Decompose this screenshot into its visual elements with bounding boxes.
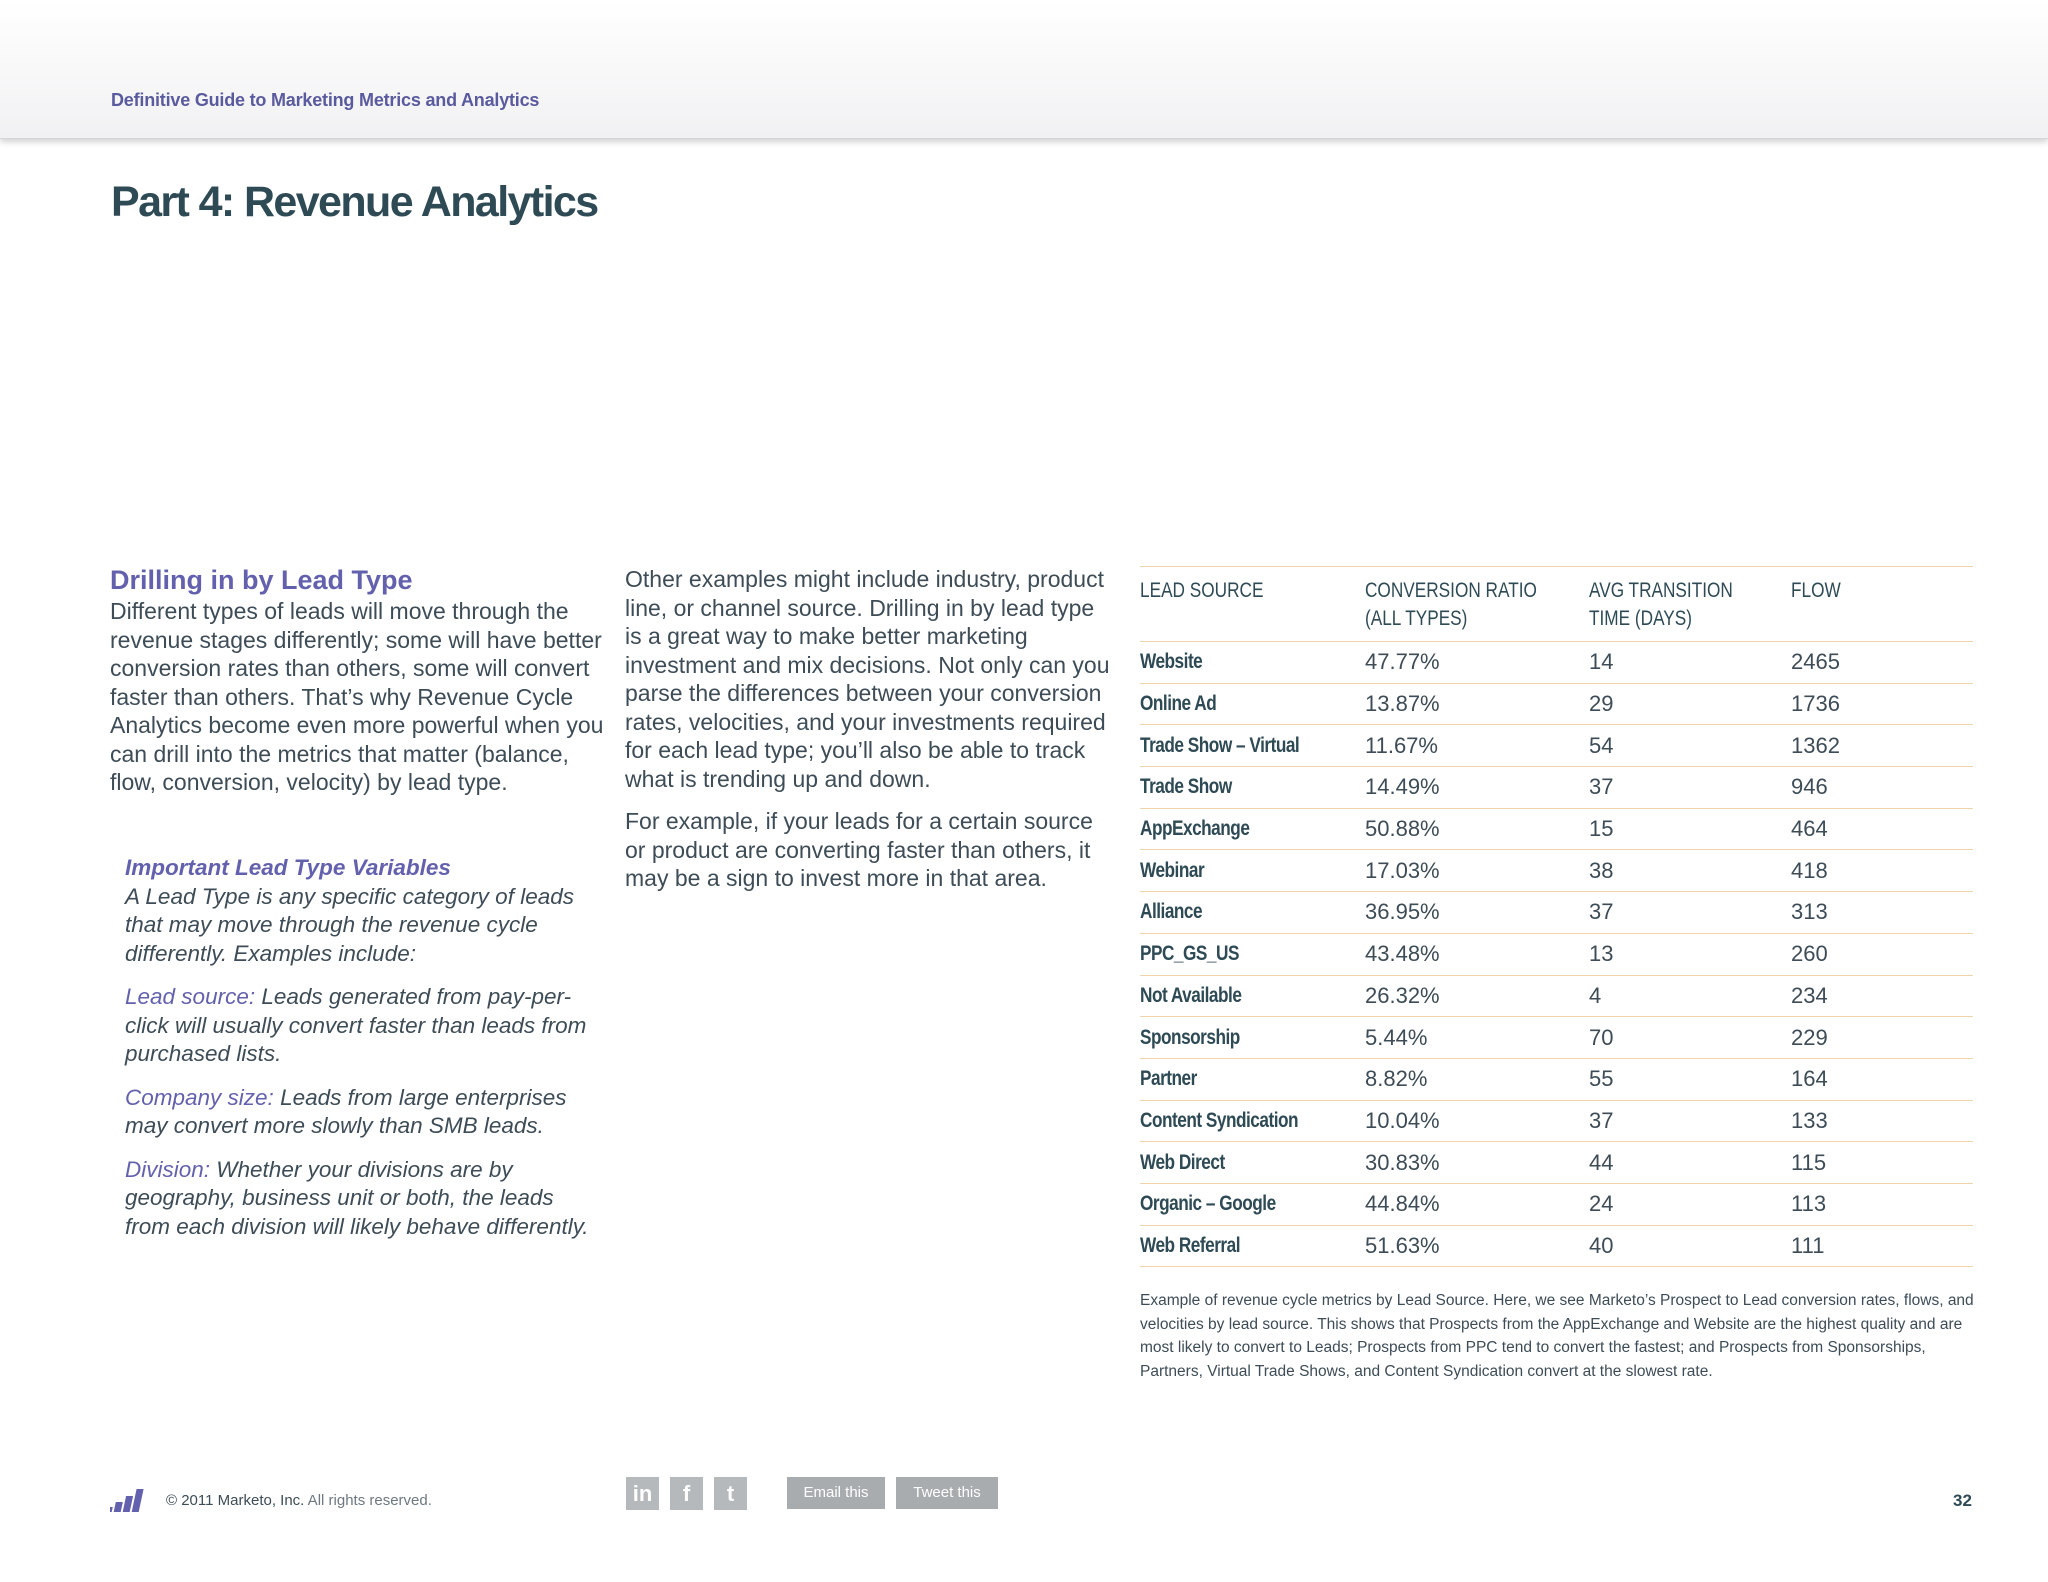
table-row (1140, 683, 1973, 725)
header-line: LEAD SOURCE (1140, 579, 1264, 602)
page-title: Part 4: Revenue Analytics (111, 178, 598, 226)
conversion-ratio-cell: 26.32% (1365, 975, 1589, 1017)
lead-source-label: PPC_GS_US (1140, 942, 1239, 966)
column-lead-type (110, 563, 605, 797)
table-row (1140, 1058, 1973, 1100)
lead-source-cell (1140, 933, 1365, 975)
header-line: CONVERSION RATIO (1365, 579, 1537, 602)
col-header-conversion-ratio (1365, 567, 1589, 642)
header-line: AVG TRANSITION (1589, 579, 1733, 602)
section-body: Different types of leads will move through the revenue stages differently; some will have better conversion rates than others, some will convert faster than others. That’s why Revenue Cycle Analytics become even more powerful when you can drill into the metrics that matter (balance, flow, conversion, velocity) by lead type. (110, 598, 604, 795)
lead-source-cell (1140, 975, 1365, 1017)
lead-source-label: Website (1140, 650, 1203, 674)
lead-source-cell (1140, 725, 1365, 767)
callout-item-label: Company size: (125, 1084, 274, 1110)
lead-source-label: AppExchange (1140, 817, 1250, 841)
conversion-ratio-cell: 10.04% (1365, 1100, 1589, 1142)
flow-cell: 260 (1791, 933, 1973, 975)
lead-source-label: Not Available (1140, 983, 1242, 1007)
callout-item-lead-source (125, 983, 595, 1069)
lead-source-label: Sponsorship (1140, 1025, 1240, 1049)
flow-cell: 113 (1791, 1183, 1973, 1225)
callout-item-division (125, 1156, 595, 1242)
transition-days-cell: 24 (1589, 1183, 1791, 1225)
callout-item-label: Division: (125, 1156, 211, 1182)
section-heading: Drilling in by Lead Type (110, 565, 413, 595)
col-header-flow (1791, 567, 1973, 642)
lead-source-cell (1140, 1058, 1365, 1100)
flow-cell: 1736 (1791, 683, 1973, 725)
table-row (1140, 767, 1973, 809)
transition-days-cell: 44 (1589, 1142, 1791, 1184)
lead-source-label: Webinar (1140, 858, 1205, 882)
lead-source-label: Partner (1140, 1067, 1197, 1091)
header-line: TIME (DAYS) (1589, 607, 1693, 630)
table-row (1140, 933, 1973, 975)
callout-item-label: Lead source: (125, 984, 256, 1009)
lead-source-label: Online Ad (1140, 692, 1217, 716)
conversion-ratio-cell: 13.87% (1365, 683, 1589, 725)
conversion-ratio-cell: 50.88% (1365, 808, 1589, 850)
facebook-icon[interactable]: f (670, 1477, 703, 1510)
lead-source-label: Alliance (1140, 900, 1203, 924)
callout-item-text: Whether your divisions are by geography, business unit or both, the leads from each division will likely behave differently. (125, 1156, 589, 1239)
table-row (1140, 808, 1973, 850)
table-row (1140, 642, 1973, 684)
transition-days-cell: 70 (1589, 1017, 1791, 1059)
table-row (1140, 725, 1973, 767)
lead-source-cell (1140, 892, 1365, 934)
table-row (1140, 1017, 1973, 1059)
lead-source-table-wrap (1140, 566, 1973, 1267)
flow-cell: 164 (1791, 1058, 1973, 1100)
lead-source-label: Trade Show (1140, 775, 1232, 799)
table-header-row (1140, 567, 1973, 642)
transition-days-cell: 29 (1589, 683, 1791, 725)
lead-source-label: Trade Show – Virtual (1140, 733, 1300, 757)
paragraph: Other examples might include industry, product line, or channel source. Drilling in by lead type is a great way to make better marketing investment and mix decisions. Not only can you parse the differences between your conversion rates, velocities, and your investments required for each lead type; you’ll also be able to track what is trending up and down. (625, 566, 1110, 792)
flow-cell: 946 (1791, 767, 1973, 809)
lead-source-table (1140, 566, 1973, 1267)
copyright-rest: All rights reserved. (304, 1492, 432, 1509)
tweet-this-button[interactable]: Tweet this (896, 1477, 998, 1509)
conversion-ratio-cell: 44.84% (1365, 1183, 1589, 1225)
lead-source-cell (1140, 1142, 1365, 1184)
lead-source-label: Content Syndication (1140, 1108, 1299, 1132)
lead-source-cell (1140, 1225, 1365, 1267)
linkedin-icon[interactable]: in (626, 1477, 659, 1510)
flow-cell: 2465 (1791, 642, 1973, 684)
transition-days-cell: 4 (1589, 975, 1791, 1017)
header-line: (ALL TYPES) (1365, 607, 1468, 630)
transition-days-cell: 15 (1589, 808, 1791, 850)
transition-days-cell: 37 (1589, 892, 1791, 934)
callout-heading: Important Lead Type Variables (125, 855, 451, 880)
email-this-button[interactable]: Email this (787, 1477, 885, 1509)
header-bar (0, 0, 2048, 139)
callout-intro: A Lead Type is any specific category of leads that may move through the revenue cycle differently. Examples include: (125, 883, 574, 966)
table-row (1140, 850, 1973, 892)
conversion-ratio-cell: 30.83% (1365, 1142, 1589, 1184)
lead-source-cell (1140, 850, 1365, 892)
conversion-ratio-cell: 47.77% (1365, 642, 1589, 684)
conversion-ratio-cell: 8.82% (1365, 1058, 1589, 1100)
conversion-ratio-cell: 17.03% (1365, 850, 1589, 892)
transition-days-cell: 37 (1589, 767, 1791, 809)
conversion-ratio-cell: 51.63% (1365, 1225, 1589, 1267)
callout-item-text: Leads generated from pay-per-click will usually convert faster than leads from purchased lists. (125, 984, 587, 1066)
lead-source-label: Organic – Google (1140, 1192, 1276, 1216)
callout-item-text: Leads from large enterprises may convert more slowly than SMB leads. (125, 1084, 567, 1138)
table-row (1140, 1225, 1973, 1267)
column-examples (625, 565, 1115, 893)
flow-cell: 234 (1791, 975, 1973, 1017)
conversion-ratio-cell: 36.95% (1365, 892, 1589, 934)
table-row (1140, 1183, 1973, 1225)
flow-cell: 229 (1791, 1017, 1973, 1059)
conversion-ratio-cell: 14.49% (1365, 767, 1589, 809)
twitter-icon[interactable]: t (714, 1477, 747, 1510)
paragraph: For example, if your leads for a certain source or product are converting faster than others, it may be a sign to invest more in that area. (625, 808, 1093, 891)
guide-title: Definitive Guide to Marketing Metrics and Analytics (111, 90, 540, 110)
callout-item-company-size (125, 1084, 595, 1141)
header-line: FLOW (1791, 579, 1841, 602)
lead-source-label: Web Referral (1140, 1233, 1241, 1257)
copyright (166, 1492, 432, 1509)
transition-days-cell: 13 (1589, 933, 1791, 975)
col-header-avg-transition (1589, 567, 1791, 642)
flow-cell: 133 (1791, 1100, 1973, 1142)
table-row (1140, 1100, 1973, 1142)
conversion-ratio-cell: 5.44% (1365, 1017, 1589, 1059)
table-row (1140, 1142, 1973, 1184)
lead-source-cell (1140, 808, 1365, 850)
lead-source-label: Web Direct (1140, 1150, 1225, 1174)
marketo-logo (110, 1487, 150, 1513)
flow-cell: 313 (1791, 892, 1973, 934)
table-row (1140, 975, 1973, 1017)
lead-source-cell (1140, 683, 1365, 725)
page-number: 32 (1953, 1491, 1972, 1510)
lead-source-cell (1140, 1100, 1365, 1142)
lead-source-cell (1140, 1017, 1365, 1059)
flow-cell: 111 (1791, 1225, 1973, 1267)
transition-days-cell: 14 (1589, 642, 1791, 684)
copyright-main: © 2011 Marketo, Inc. (166, 1492, 305, 1509)
transition-days-cell: 54 (1589, 725, 1791, 767)
lead-type-variables-callout (125, 854, 595, 1241)
transition-days-cell: 55 (1589, 1058, 1791, 1100)
lead-source-cell (1140, 1183, 1365, 1225)
transition-days-cell: 37 (1589, 1100, 1791, 1142)
col-header-lead-source (1140, 567, 1365, 642)
conversion-ratio-cell: 43.48% (1365, 933, 1589, 975)
lead-source-cell (1140, 767, 1365, 809)
table-caption: Example of revenue cycle metrics by Lead Source. Here, we see Marketo’s Prospect to Lead conversion rates, flows, and velocities by lead source. This shows that Prospects from the AppExchange and Website are the highest quality and are most likely to convert to Leads; Prospects from PPC tend to convert the fastest; and Prospects from Sponsorships, Partners, Virtual Trade Shows, and Content Syndication convert at the slowest rate. (1140, 1292, 1974, 1380)
lead-source-cell (1140, 642, 1365, 684)
flow-cell: 418 (1791, 850, 1973, 892)
transition-days-cell: 38 (1589, 850, 1791, 892)
table-body (1140, 642, 1973, 1267)
table-row (1140, 892, 1973, 934)
flow-cell: 115 (1791, 1142, 1973, 1184)
flow-cell: 464 (1791, 808, 1973, 850)
conversion-ratio-cell: 11.67% (1365, 725, 1589, 767)
flow-cell: 1362 (1791, 725, 1973, 767)
transition-days-cell: 40 (1589, 1225, 1791, 1267)
